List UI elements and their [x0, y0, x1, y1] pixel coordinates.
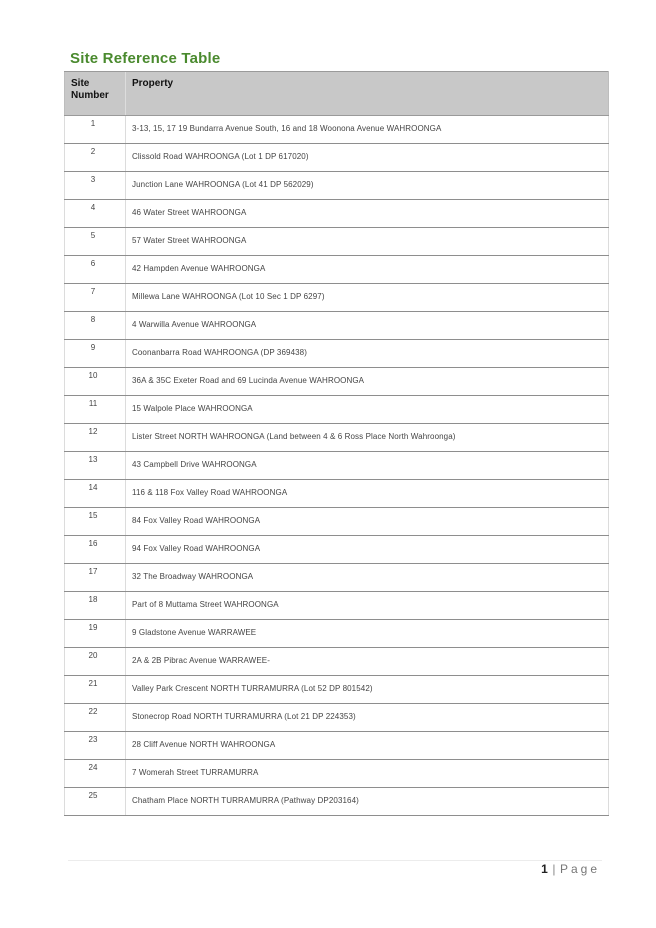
site-number-cell: 19: [65, 620, 126, 648]
site-number-cell: 23: [65, 732, 126, 760]
site-number-cell: 2: [65, 144, 126, 172]
site-number-cell: 25: [65, 788, 126, 816]
site-number-cell: 22: [65, 704, 126, 732]
property-cell: 3-13, 15, 17 19 Bundarra Avenue South, 16 and 18 Woonona Avenue WAHROONGA: [126, 116, 609, 144]
site-number-cell: 5: [65, 228, 126, 256]
property-cell: Millewa Lane WAHROONGA (Lot 10 Sec 1 DP 6297): [126, 284, 609, 312]
property-cell: Chatham Place NORTH TURRAMURRA (Pathway DP203164): [126, 788, 609, 816]
property-cell: Valley Park Crescent NORTH TURRAMURRA (Lot 52 DP 801542): [126, 676, 609, 704]
table-row: [65, 116, 609, 144]
property-cell: 43 Campbell Drive WAHROONGA: [126, 452, 609, 480]
page-label: Page: [559, 862, 600, 876]
table-row: [65, 340, 609, 368]
property-cell: Junction Lane WAHROONGA (Lot 41 DP 562029): [126, 172, 609, 200]
site-number-cell: 13: [65, 452, 126, 480]
site-number-cell: 10: [65, 368, 126, 396]
property-cell: Clissold Road WAHROONGA (Lot 1 DP 617020): [126, 144, 609, 172]
property-cell: 36A & 35C Exeter Road and 69 Lucinda Avenue WAHROONGA: [126, 368, 609, 396]
table-row: [65, 592, 609, 620]
site-number-cell: 3: [65, 172, 126, 200]
site-number-cell: 1: [65, 116, 126, 144]
table-row: [65, 480, 609, 508]
site-number-cell: 7: [65, 284, 126, 312]
table-row: [65, 620, 609, 648]
table-row: [65, 732, 609, 760]
table-row: [65, 396, 609, 424]
property-cell: 57 Water Street WAHROONGA: [126, 228, 609, 256]
site-number-cell: 15: [65, 508, 126, 536]
property-cell: Part of 8 Muttama Street WAHROONGA: [126, 592, 609, 620]
property-cell: 4 Warwilla Avenue WAHROONGA: [126, 312, 609, 340]
page-footer: [541, 862, 600, 876]
site-number-cell: 9: [65, 340, 126, 368]
table-row: [65, 312, 609, 340]
property-cell: 32 The Broadway WAHROONGA: [126, 564, 609, 592]
site-number-cell: 4: [65, 200, 126, 228]
property-cell: 2A & 2B Pibrac Avenue WARRAWEE-: [126, 648, 609, 676]
footer-separator: |: [552, 862, 556, 876]
table-row: [65, 256, 609, 284]
table-row: [65, 508, 609, 536]
table-body: [65, 116, 609, 816]
table-row: [65, 228, 609, 256]
site-number-cell: 17: [65, 564, 126, 592]
property-cell: Coonanbarra Road WAHROONGA (DP 369438): [126, 340, 609, 368]
site-number-cell: 8: [65, 312, 126, 340]
table-row: [65, 760, 609, 788]
header-property: Property: [126, 72, 609, 116]
property-cell: 28 Cliff Avenue NORTH WAHROONGA: [126, 732, 609, 760]
table-row: [65, 144, 609, 172]
property-cell: 15 Walpole Place WAHROONGA: [126, 396, 609, 424]
page-title: Site Reference Table: [70, 50, 221, 67]
site-number-cell: 16: [65, 536, 126, 564]
site-number-cell: 12: [65, 424, 126, 452]
table-row: [65, 172, 609, 200]
table-row: [65, 200, 609, 228]
header-site-number: Site Number: [65, 72, 126, 116]
table-header-row: [65, 72, 609, 116]
property-cell: 94 Fox Valley Road WAHROONGA: [126, 536, 609, 564]
table-row: [65, 704, 609, 732]
property-cell: 42 Hampden Avenue WAHROONGA: [126, 256, 609, 284]
site-number-cell: 14: [65, 480, 126, 508]
table-row: [65, 648, 609, 676]
table-row: [65, 424, 609, 452]
property-cell: 7 Womerah Street TURRAMURRA: [126, 760, 609, 788]
site-reference-table: [64, 71, 609, 816]
site-number-cell: 20: [65, 648, 126, 676]
property-cell: 116 & 118 Fox Valley Road WAHROONGA: [126, 480, 609, 508]
property-cell: 46 Water Street WAHROONGA: [126, 200, 609, 228]
property-cell: 9 Gladstone Avenue WARRAWEE: [126, 620, 609, 648]
property-cell: Lister Street NORTH WAHROONGA (Land between 4 & 6 Ross Place North Wahroonga): [126, 424, 609, 452]
footer-divider: [68, 860, 602, 861]
table-row: [65, 676, 609, 704]
table-row: [65, 368, 609, 396]
site-number-cell: 24: [65, 760, 126, 788]
property-cell: 84 Fox Valley Road WAHROONGA: [126, 508, 609, 536]
site-number-cell: 11: [65, 396, 126, 424]
table-row: [65, 788, 609, 816]
site-number-cell: 21: [65, 676, 126, 704]
table-row: [65, 536, 609, 564]
site-number-cell: 18: [65, 592, 126, 620]
site-number-cell: 6: [65, 256, 126, 284]
table-row: [65, 564, 609, 592]
property-cell: Stonecrop Road NORTH TURRAMURRA (Lot 21 DP 224353): [126, 704, 609, 732]
page-number: 1: [541, 862, 549, 876]
table-row: [65, 284, 609, 312]
table-row: [65, 452, 609, 480]
